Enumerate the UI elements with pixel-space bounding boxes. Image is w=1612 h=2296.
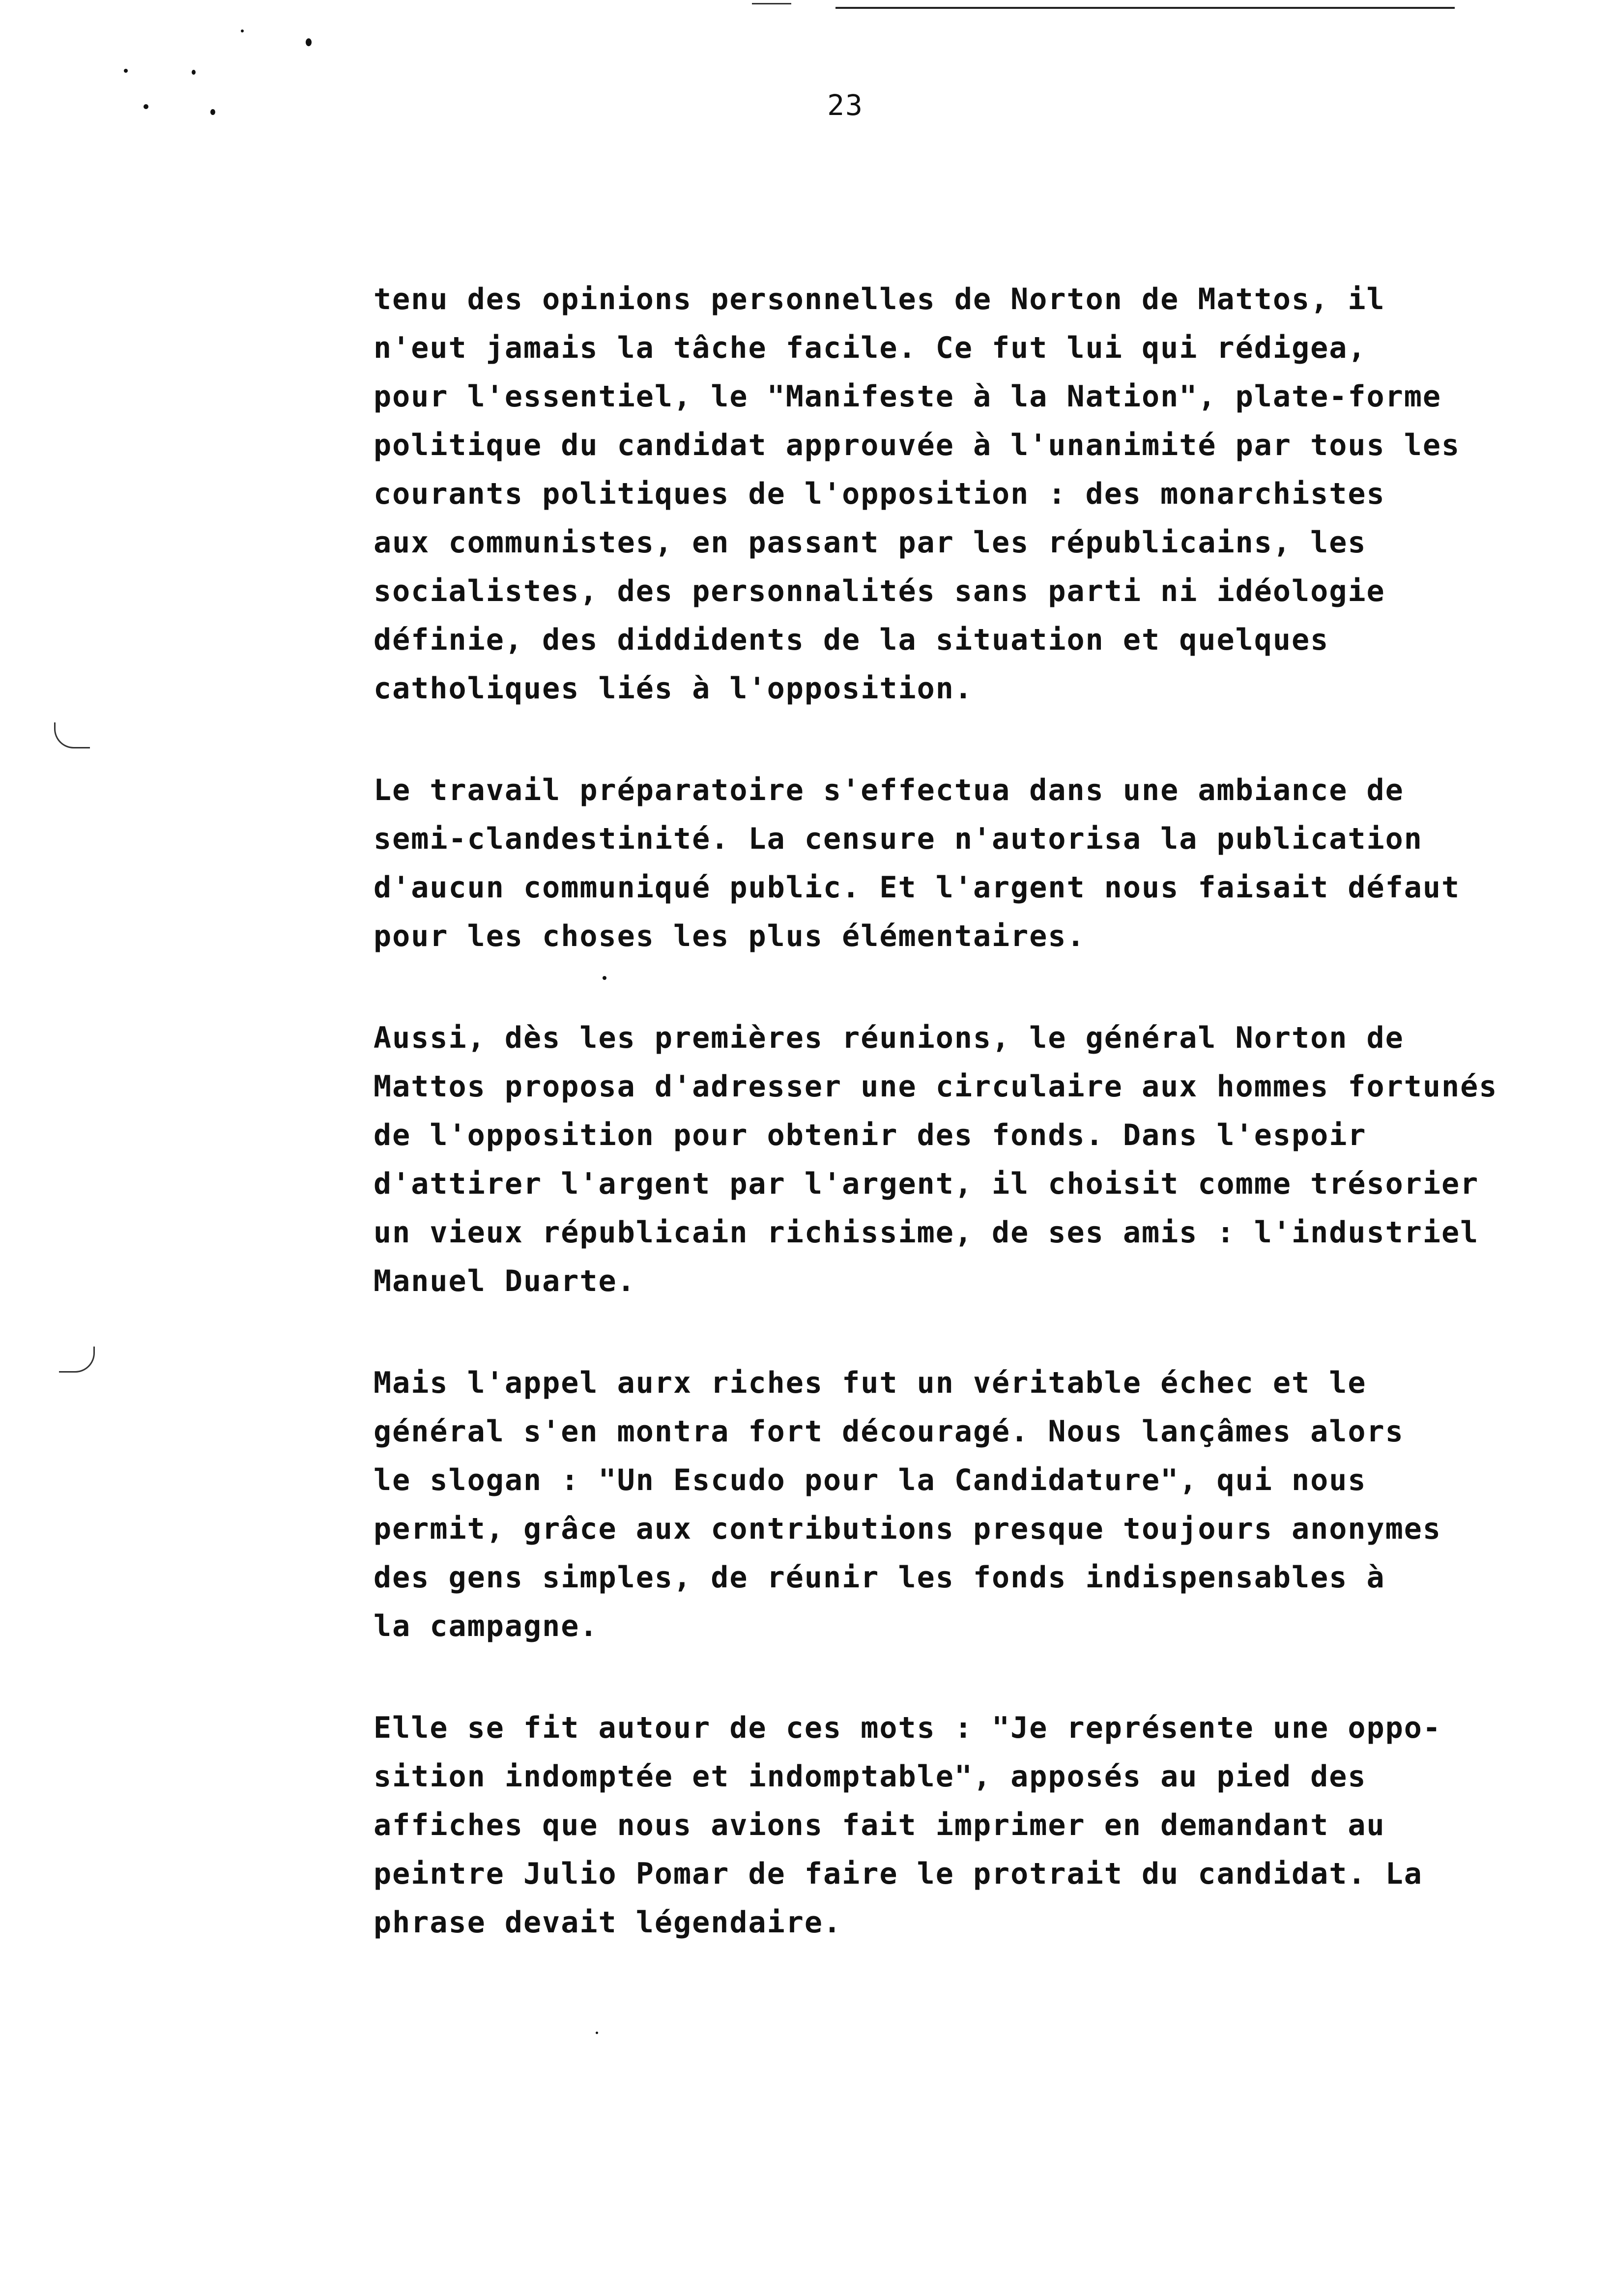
- body-text: [374, 275, 1583, 2000]
- text-line: affiches que nous avions fait imprimer en demandant au: [374, 1808, 1385, 1842]
- text-line: Manuel Duarte.: [374, 1264, 636, 1298]
- text-line: sition indomptée et indomptable", apposés au pied des: [374, 1759, 1367, 1794]
- text-line: d'aucun communiqué public. Et l'argent nous faisait défaut: [374, 870, 1461, 905]
- page-number: 23: [827, 88, 864, 122]
- margin-mark: [59, 1347, 95, 1373]
- scan-speck: [124, 69, 128, 73]
- text-line: un vieux républicain richissime, de ses amis : l'industriel: [374, 1215, 1479, 1250]
- text-line: le slogan : "Un Escudo pour la Candidature", qui nous: [374, 1463, 1367, 1497]
- text-line: des gens simples, de réunir les fonds indispensables à: [374, 1560, 1385, 1595]
- scan-speck: [306, 38, 312, 46]
- text-line: courants politiques de l'opposition : des monarchistes: [374, 477, 1385, 511]
- text-line: Elle se fit autour de ces mots : "Je représente une oppo-: [374, 1711, 1442, 1745]
- scan-speck: [241, 29, 244, 32]
- text-line: la campagne.: [374, 1609, 599, 1643]
- text-line: définie, des diddidents de la situation et quelques: [374, 623, 1329, 657]
- text-line: phrase devait légendaire.: [374, 1905, 842, 1940]
- paragraph: [374, 1014, 1583, 1306]
- text-line: peintre Julio Pomar de faire le protrait du candidat. La: [374, 1857, 1423, 1891]
- text-line: Aussi, dès les premières réunions, le général Norton de: [374, 1021, 1404, 1055]
- paragraph: [374, 275, 1583, 713]
- text-line: aux communistes, en passant par les républicains, les: [374, 525, 1367, 560]
- text-line: semi-clandestinité. La censure n'autorisa la publication: [374, 822, 1423, 856]
- paragraph: [374, 766, 1583, 961]
- text-line: d'attirer l'argent par l'argent, il choisit comme trésorier: [374, 1167, 1479, 1201]
- text-line: Mais l'appel aurx riches fut un véritable échec et le: [374, 1366, 1367, 1400]
- scan-speck: [192, 70, 196, 75]
- text-line: tenu des opinions personnelles de Norton de Mattos, il: [374, 282, 1385, 316]
- text-line: socialistes, des personnalités sans parti ni idéologie: [374, 574, 1385, 608]
- text-line: permit, grâce aux contributions presque toujours anonymes: [374, 1512, 1442, 1546]
- paragraph: [374, 1704, 1583, 1947]
- margin-mark: [54, 722, 90, 748]
- text-line: Mattos proposa d'adresser une circulaire aux hommes fortunés: [374, 1069, 1498, 1104]
- scan-speck: [144, 104, 148, 109]
- scan-speck: [596, 2032, 598, 2034]
- text-line: de l'opposition pour obtenir des fonds. Dans l'espoir: [374, 1118, 1367, 1152]
- scan-rule: [835, 7, 1455, 9]
- scan-speck: [210, 109, 215, 115]
- text-line: politique du candidat approuvée à l'unanimité par tous les: [374, 428, 1461, 462]
- text-line: Le travail préparatoire s'effectua dans une ambiance de: [374, 773, 1404, 807]
- scan-rule-short: [752, 3, 791, 4]
- text-line: pour les choses les plus élémentaires.: [374, 919, 1086, 953]
- paragraph: [374, 1359, 1583, 1651]
- text-line: pour l'essentiel, le "Manifeste à la Nation", plate-forme: [374, 379, 1442, 414]
- text-line: général s'en montra fort découragé. Nous lançâmes alors: [374, 1414, 1404, 1449]
- text-line: catholiques liés à l'opposition.: [374, 671, 973, 706]
- text-line: n'eut jamais la tâche facile. Ce fut lui qui rédigea,: [374, 331, 1367, 365]
